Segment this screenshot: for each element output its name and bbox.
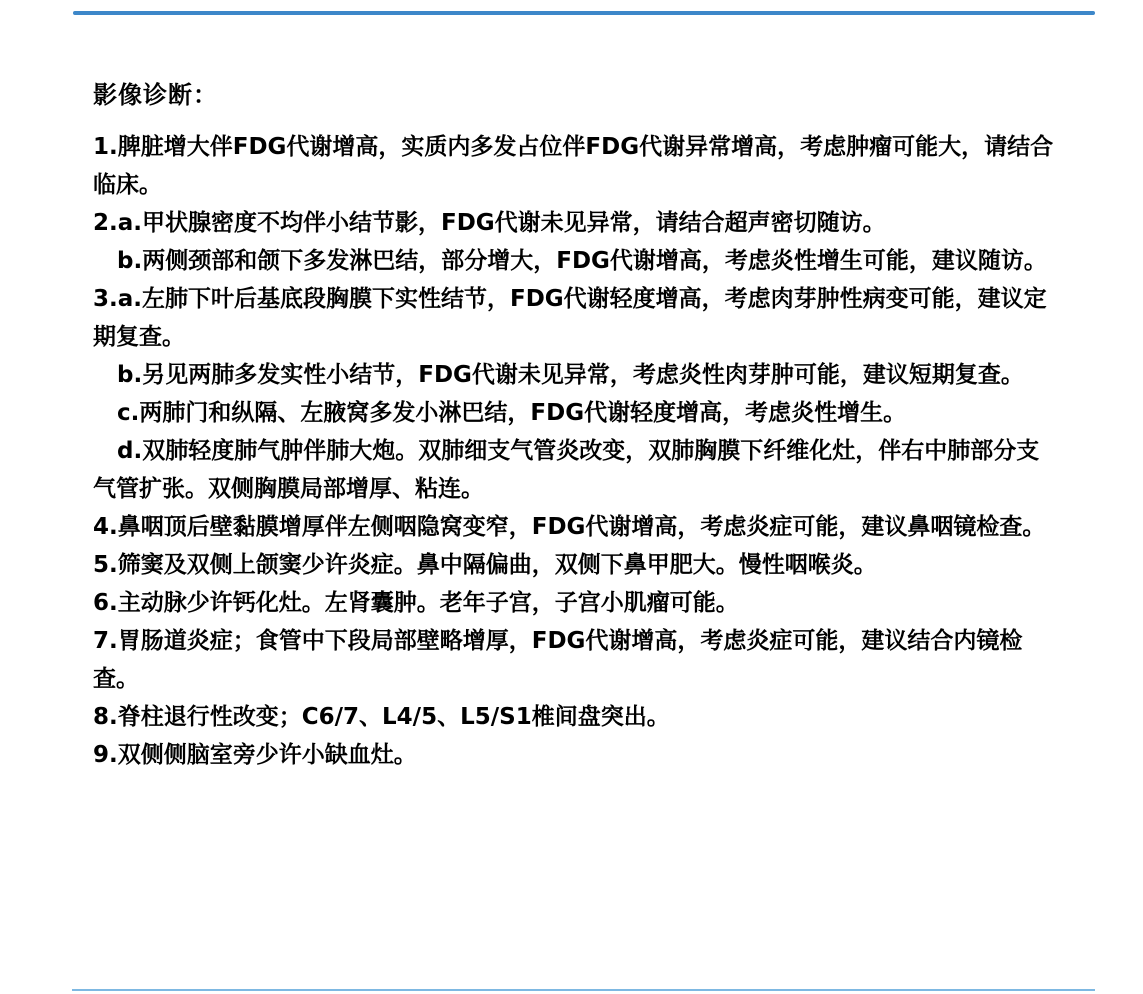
diagnosis-paragraph: 7.胃肠道炎症；食管中下段局部壁略增厚，FDG代谢增高，考虑炎症可能，建议结合内镜检查。: [93, 628, 1023, 692]
diagnosis-paragraph: 5.筛窦及双侧上颌窦少许炎症。鼻中隔偏曲，双侧下鼻甲肥大。慢性咽喉炎。: [93, 552, 877, 578]
diagnosis-paragraph: b.两侧颈部和颌下多发淋巴结，部分增大，FDG代谢增高，考虑炎性增生可能，建议随访。: [93, 248, 1047, 274]
diagnosis-paragraph: 9.双侧侧脑室旁少许小缺血灶。: [93, 742, 417, 768]
bottom-divider: [72, 989, 1095, 991]
diagnosis-list: [93, 128, 1058, 774]
diagnosis-paragraph: 2.a.甲状腺密度不均伴小结节影，FDG代谢未见异常，请结合超声密切随访。: [93, 210, 886, 236]
diagnosis-paragraph: 6.主动脉少许钙化灶。左肾囊肿。老年子宫，子宫小肌瘤可能。: [93, 590, 739, 616]
diagnosis-paragraph: 8.脊柱退行性改变；C6/7、L4/5、L5/S1椎间盘突出。: [93, 704, 670, 730]
diagnosis-paragraph: 1.脾脏增大伴FDG代谢增高，实质内多发占位伴FDG代谢异常增高，考虑肿瘤可能大，请结合临床。: [93, 134, 1054, 198]
report-section-title: 影像诊断：: [93, 81, 218, 109]
diagnosis-paragraph: b.另见两肺多发实性小结节，FDG代谢未见异常，考虑炎性肉芽肿可能，建议短期复查。: [93, 362, 1024, 388]
diagnosis-paragraph: 3.a.左肺下叶后基底段胸膜下实性结节，FDG代谢轻度增高，考虑肉芽肿性病变可能，建议定期复查。: [93, 286, 1047, 350]
top-divider: [73, 11, 1095, 15]
report-content: [93, 80, 1058, 774]
diagnosis-paragraph: 4.鼻咽顶后壁黏膜增厚伴左侧咽隐窝变窄，FDG代谢增高，考虑炎症可能，建议鼻咽镜检查。: [93, 514, 1046, 540]
diagnosis-paragraph: d.双肺轻度肺气肿伴肺大炮。双肺细支气管炎改变，双肺胸膜下纤维化灶，伴右中肺部分支气管扩张。双侧胸膜局部增厚、粘连。: [93, 438, 1040, 502]
diagnosis-paragraph: c.两肺门和纵隔、左腋窝多发小淋巴结，FDG代谢轻度增高，考虑炎性增生。: [93, 400, 907, 426]
